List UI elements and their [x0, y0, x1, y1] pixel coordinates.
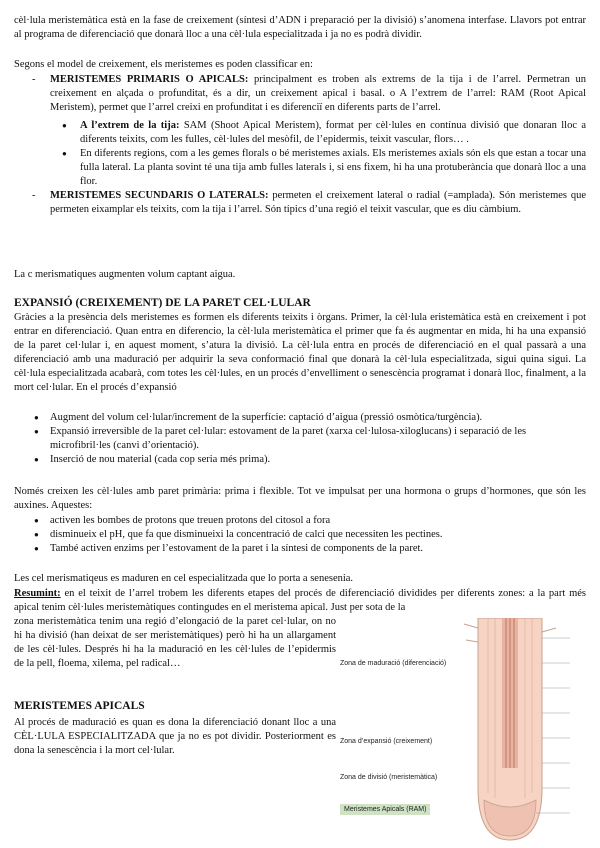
- summary-label: Resumint:: [14, 588, 61, 599]
- auxin-paragraph: Només creixen les cèl·lules amb paret primària: prima i flexible. Tot ve impulsat per una hormona o grups d’hormones, que són les auxines. Aquestes:: [14, 486, 586, 511]
- auxin-bullet-2: ● disminueix el pH, que fa que disminueixi la concentració de calci que necessiten les pectines.: [14, 528, 586, 542]
- primary-subitems: [50, 119, 586, 189]
- maturation-note: Les cel merismatiqeus es maduren en cel especialitzada que lo porta a senesenia.: [14, 573, 354, 584]
- secondary-meristems-text: permeten el creixement lateral o radial (=amplada). Són meristemes que permeten eixamplar els teixits, com la tija i l’arrel. Són típics d’una regió el teixit vascular, que es diu càmbium.: [50, 190, 586, 215]
- apical-paragraph: Al procés de maduració es quan es dona la diferenciació donant lloc a una CÈL·LULA ESPECIALITZADA que ja no es pot dividir. Posteriorment es dona la senescència i la mort cel·lular.: [14, 717, 336, 756]
- zone-maturation-label: Zona de maduració (diferenciació): [340, 660, 447, 667]
- sam-text: SAM (Shoot Apical Meristem), format per cèl·lules en contínua divisió que donaran lloc a diferents teixits, com les fulles, cèl·lules del mesòfil, de l’epidermis, teixit vascular, flors… .: [80, 120, 587, 145]
- zone-expansion-label: Zona d’expansió (creixement): [340, 738, 433, 745]
- expansion-bullet-2: ● Expansió irreversible de la paret cel·lular: estovament de la paret (xarxa cel·lulosa-xiloglucans) i separació de les microfibril·les (canvi d’orientació).: [14, 425, 586, 453]
- primary-meristems-item: [14, 73, 586, 189]
- summary-text-a: en el teixit de l’arrel trobem les diferents etapes del procés de diferenciació dividides per diferents zones: a la part més apical tenim cèl·lules meristemàtiques contingudes en el meristema apical. Just per sota de la: [14, 588, 586, 613]
- volume-note: La c merismatiques augmenten volum captant aigua.: [14, 269, 236, 280]
- primary-meristems-title: MERISTEMES PRIMARIS O APICALS:: [50, 74, 249, 85]
- summary-continued: zona meristemàtica tenim una regió d’elongació de la paret cel·lular, on no hi ha divisió (han deixat de ser meristemàtiques) però hi ha un allargament de les cèl·lules. Després hi ha la maduració en les cèl·lules de l’epidermis de la pell, floema, xilema, pel radical…: [14, 616, 336, 669]
- auxin-bullet-3: ● També activen enzims per l’estovament de la paret i la síntesi de components de la paret.: [14, 542, 586, 556]
- auxin-bullet-1: ● activen les bombes de protons que treuen protons del citosol a fora: [14, 514, 586, 528]
- secondary-meristems-title: MERISTEMES SECUNDARIS O LATERALS:: [50, 190, 269, 201]
- sam-item: [50, 119, 586, 147]
- meristem-types-list: [14, 73, 586, 217]
- expansion-bullet-3: ● Inserció de nou material (cada cop seria més prima).: [14, 453, 586, 467]
- summary-paragraph: [14, 587, 586, 615]
- expansion-paragraph: Gràcies a la presència dels meristemes es formen els diferents teixits i òrgans. Primer, la cèl·lula eristemàtica està en creixement i pot entrar en diferenciació. Quan entra en diferencio, la cèl·lula meristemàtica el primer que fa és augmentar en mida, hi ha una expansió de la paret cel·lular i, en aquest moment, s’atura la divisió. La cèl·lula entra en procés de diferenciació en el qual passarà a una diferenciació amb una maduració per adquirir la seva conformació final que donarà la cèl·lula especialitzada, sigui quina sigui. La cèl·lula especialitzada acabarà, com totes les cèl·lules, en un procés d’envelliment o senescència programat i donarà lloc, finalment, a la mort cel·lular. En el procés d’expansió: [14, 312, 586, 393]
- sam-title: A l’extrem de la tija:: [80, 120, 180, 131]
- classification-intro: Segons el model de creixement, els meristemes es poden classificar en:: [14, 59, 313, 70]
- expansion-heading: EXPANSIÓ (CREIXEMENT) DE LA PARET CEL·LULAR: [14, 297, 311, 309]
- intro-paragraph: cèl·lula meristemàtica està en la fase de creixement (síntesi d’ADN i preparació per la divisió) s’anomena interfase. Llavors pot entrar al programa de diferenciació que donarà lloc a una cèl·lula especialitzada i ja no es podrà dividir.: [14, 15, 586, 40]
- root-tip-figure: [338, 618, 594, 842]
- expansion-bullet-1: ● Augment del volum cel·lular/increment de la superfície: captació d’aigua (pressió osmòtica/turgència).: [14, 411, 586, 425]
- primary-meristems-text: principalment es troben als extrems de la tija i de l’arrel. Permetran un creixement en alçada o profunditat, és a dir, un creixement apical i basal. o A l’extrem de l’arrel: RAM (Root Apical Meristem), permet que l’arrel creixi en profunditat i es diferenciï en diferents parts de l’arrel.: [50, 74, 586, 113]
- zone-division-label: Zona de divisió (meristemàtica): [340, 774, 438, 781]
- axial-item: ● En diferents regions, com a les gemes florals o bé meristemes axials. Els meristemes axials són els que estan a tocar una fulla lateral. La planta sovint té una tija amb fulles laterals i, si ens fixem, hi ha una protuberància que donarà lloc a una flor.: [50, 147, 586, 189]
- secondary-meristems-item: [14, 189, 586, 217]
- auxin-bullets: [14, 514, 586, 556]
- figure-caption: Meristemes Apicals (RAM): [340, 804, 430, 815]
- expansion-bullets: [14, 411, 586, 467]
- apical-heading: MERISTEMES APICALS: [14, 700, 145, 712]
